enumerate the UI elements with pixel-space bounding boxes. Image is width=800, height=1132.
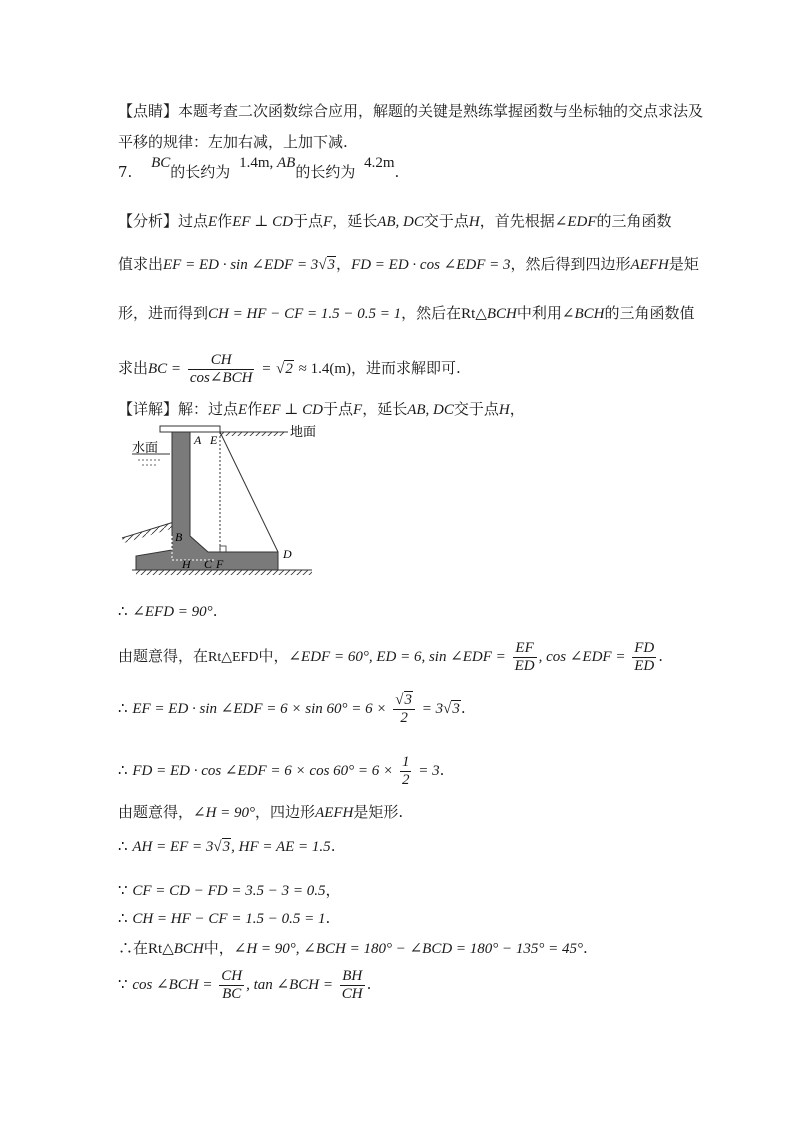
sin-fraction [513,640,537,675]
analysis-text: ，进而求解即可. [351,359,461,377]
frac-den: ED [634,657,655,674]
therefore-symbol: ∴ [118,761,128,779]
detail-line [118,399,525,420]
label-f: F [216,557,224,571]
q7-end: . [394,163,400,181]
analysis-text: 过点 [178,212,209,230]
therefore-symbol: ∴ [118,909,128,927]
analysis-text: ， [336,255,352,273]
ch-equation: CH = HF − CF = 1.5 − 0.5 = 1 [208,306,402,322]
analysis-text: 形，进而得到 [118,304,209,322]
step-3-expr: EF = ED · sin ∠EDF = 6 × sin 60° = 6 × [132,701,387,717]
detail-text: ， [509,400,525,418]
bc-lhs: BC = [148,361,182,377]
step-6-expr: AH = EF = 3 [132,839,214,855]
frac-num: CH [221,967,243,984]
fd-equation: FD = ED · cos ∠EDF = 3 [351,257,511,273]
q7-number: 7. [118,163,133,181]
angle-h-expr: ∠H = 90° [193,805,256,821]
comment-line-2 [118,132,348,152]
step-4-expr: FD = ED · cos ∠EDF = 6 × cos 60° = 6 × [132,763,394,779]
q7-answer-line [118,155,400,183]
step-9-expr: ∠H = 90°, ∠BCH = 180° − ∠BCD = 180° − 135° = 45° [233,941,584,957]
rt-triangle: Rt△ [461,306,487,322]
step-3-result: = 3 [421,701,444,717]
step-7-expr: CF = CD − FD = 3.5 − 3 = 0.5 [132,883,326,899]
frac-num: FD [634,639,655,656]
angle-edf: ∠EDF [554,214,597,230]
quad-aefh: AEFH [315,805,354,821]
step-10 [118,966,371,1003]
base-hatch [136,570,312,575]
analysis-text: ，首先根据 [479,212,555,230]
tan-bch-expr: , tan ∠BCH = [246,977,333,993]
step-6-expr-rest: , HF = AE = 1.5 [231,839,331,855]
frac-den: ED [514,657,535,674]
analysis-text: ，延长 [332,212,378,230]
step-2 [118,638,663,676]
punct: . [439,761,445,779]
cos-fraction [632,640,656,675]
punct: . [366,975,372,993]
step-text: 是矩形. [353,803,404,821]
punct: . [460,699,466,717]
ground-hatch [220,432,285,436]
point-h: H [468,214,480,230]
analysis-text: 的三角函数 [596,212,672,230]
because-symbol: ∵ [118,881,128,899]
step-8-expr: CH = HF − CF = 1.5 − 0.5 = 1 [132,911,326,927]
q7-text-2: 的长约为 [295,163,356,181]
cos-bch-fraction [219,968,244,1003]
frac-num: 1 [401,753,410,770]
point-f: F [323,214,333,230]
punct: . [212,602,218,620]
frac-num: EF [513,640,537,658]
comment-text-1: 本题考查二次函数综合应用，解题的关键是熟练掌握函数与坐标轴的交点求法及 [178,102,704,120]
step-2-expr-mid: , cos ∠EDF = [538,649,626,665]
detail-tag: 【详解】 [118,400,179,418]
analysis-text: 值求出 [118,255,164,273]
therefore-symbol: ∴ [118,837,128,855]
punct: . [658,647,663,665]
step-text: 中， [203,939,234,957]
label-d: D [283,547,292,561]
bc-approx: ≈ 1.4(m) [298,361,352,377]
lines-ab-dc: AB, DC [407,402,454,418]
step-1 [118,601,217,622]
top-slab [160,426,220,432]
dam-diagram [110,420,320,580]
equals: = [261,361,272,377]
punct: ， [325,881,341,899]
analysis-text: 于点 [293,212,324,230]
ef-radicand: 3 [327,257,336,273]
cos-bch-expr: cos ∠BCH = [132,977,213,993]
label-h: H [182,557,191,571]
step-text: 中， [258,647,289,665]
analysis-text: 的三角函数值 [604,304,695,322]
rt-triangle-efd: Rt△EFD [208,650,259,665]
analysis-line-1 [118,211,672,232]
triangle-bch: BCH [486,306,517,322]
frac-num: 3 [404,691,413,708]
bc-radicand: 2 [285,361,293,377]
perpendicular-expr: EF ⊥ CD [232,214,293,230]
therefore-symbol: ∴ [118,699,128,717]
analysis-text: ，然后得到四边形 [510,255,631,273]
analysis-text: 交于点 [423,212,469,230]
angle-bch: ∠BCH [561,306,605,322]
frac-den: 2 [401,771,410,788]
quad-aefh: AEFH [630,257,669,273]
punct: . [325,909,331,927]
q7-val-2: 4.2m [364,155,395,171]
step-4-result: = 3 [418,763,440,779]
point-f: F [353,402,363,418]
detail-text: 于点 [323,400,354,418]
step-text: ∴在 [118,939,149,957]
step-text: 由题意得，在 [118,647,209,665]
analysis-text: 中利用 [516,304,562,322]
step-text: 由题意得， [118,803,194,821]
punct: . [583,939,588,957]
step-5 [118,802,403,823]
sqrt3-over-2: $\frac{√3}{2}$ [393,692,415,727]
analysis-line-4: 求出BC = $\frac{CH}{\text{cos∠BCH}}$ = √2 ≈ 1.4(m)，进而求解即可. [118,351,461,386]
line-ed [220,432,278,552]
detail-text: 解：过点 [178,400,239,418]
q7-val-1: 1.4m, [239,155,277,171]
detail-text: 交于点 [453,400,499,418]
bc-frac-num: CH [188,352,255,370]
q7-bc: BC [151,155,171,171]
lines-ab-dc: AB, DC [377,214,424,230]
step-3: ∴ EF = ED · sin ∠EDF = 6 × sin 60° = 6 × $\frac{√3}{2}$ = 3√3. [118,691,466,726]
left-slope-hatch [122,522,174,543]
label-water: 水面 [132,440,159,455]
step-1-expr: ∠EFD = 90° [132,604,213,620]
radicand: 3 [222,839,231,855]
analysis-line-2: 值求出EF = ED · sin ∠EDF = 3√3，FD = ED · cos ∠EDF = 3，然后得到四边形AEFH是矩 [118,255,699,273]
q7-ab: AB [276,155,296,171]
radicand: 3 [452,701,460,717]
step-9 [118,938,588,959]
because-symbol: ∵ [118,975,128,993]
analysis-text: ，然后在 [401,304,462,322]
comment-line-1 [118,101,703,121]
analysis-text: 求出 [118,359,149,377]
therefore-symbol: ∴ [118,602,128,620]
label-b: B [175,530,183,544]
label-a: A [194,433,202,447]
bc-frac-den: cos∠BCH [189,369,253,386]
step-text: ，四边形 [255,803,316,821]
frac-den: 2 [400,709,408,726]
step-6: ∴ AH = EF = 3√3, HF = AE = 1.5. [118,837,336,855]
point-h: H [498,402,510,418]
analysis-line-3 [118,303,694,324]
one-half [400,754,412,789]
step-8 [118,908,330,929]
detail-text: ，延长 [362,400,408,418]
punct: . [330,837,336,855]
label-c: C [204,557,213,571]
step-4 [118,752,444,789]
rt-triangle: Rt△ [148,941,174,957]
label-e: E [210,433,218,447]
right-angle-mark [220,546,226,552]
frac-den: BC [222,985,242,1002]
frac-den: CH [341,985,363,1002]
bc-fraction [188,352,255,387]
point-e: E [208,214,218,230]
ef-equation: EF = ED · sin ∠EDF = 3 [163,257,319,273]
frac-num: BH [340,968,365,986]
perpendicular-expr: EF ⊥ CD [262,402,323,418]
point-e: E [238,402,248,418]
label-ground: 地面 [290,424,317,439]
q7-text-1: 的长约为 [170,163,231,181]
comment-tag: 【点睛】 [118,102,179,120]
analysis-text: 是矩 [668,255,699,273]
detail-text: 作 [247,400,263,418]
analysis-text: 作 [217,212,233,230]
analysis-tag: 【分析】 [118,212,179,230]
tan-bch-fraction [340,968,365,1003]
step-2-expr: ∠EDF = 60°, ED = 6, sin ∠EDF = [288,649,506,665]
step-7 [118,880,340,901]
comment-text-2: 平移的规律：左加右减，上加下减. [118,133,348,151]
triangle-bch: BCH [173,941,204,957]
